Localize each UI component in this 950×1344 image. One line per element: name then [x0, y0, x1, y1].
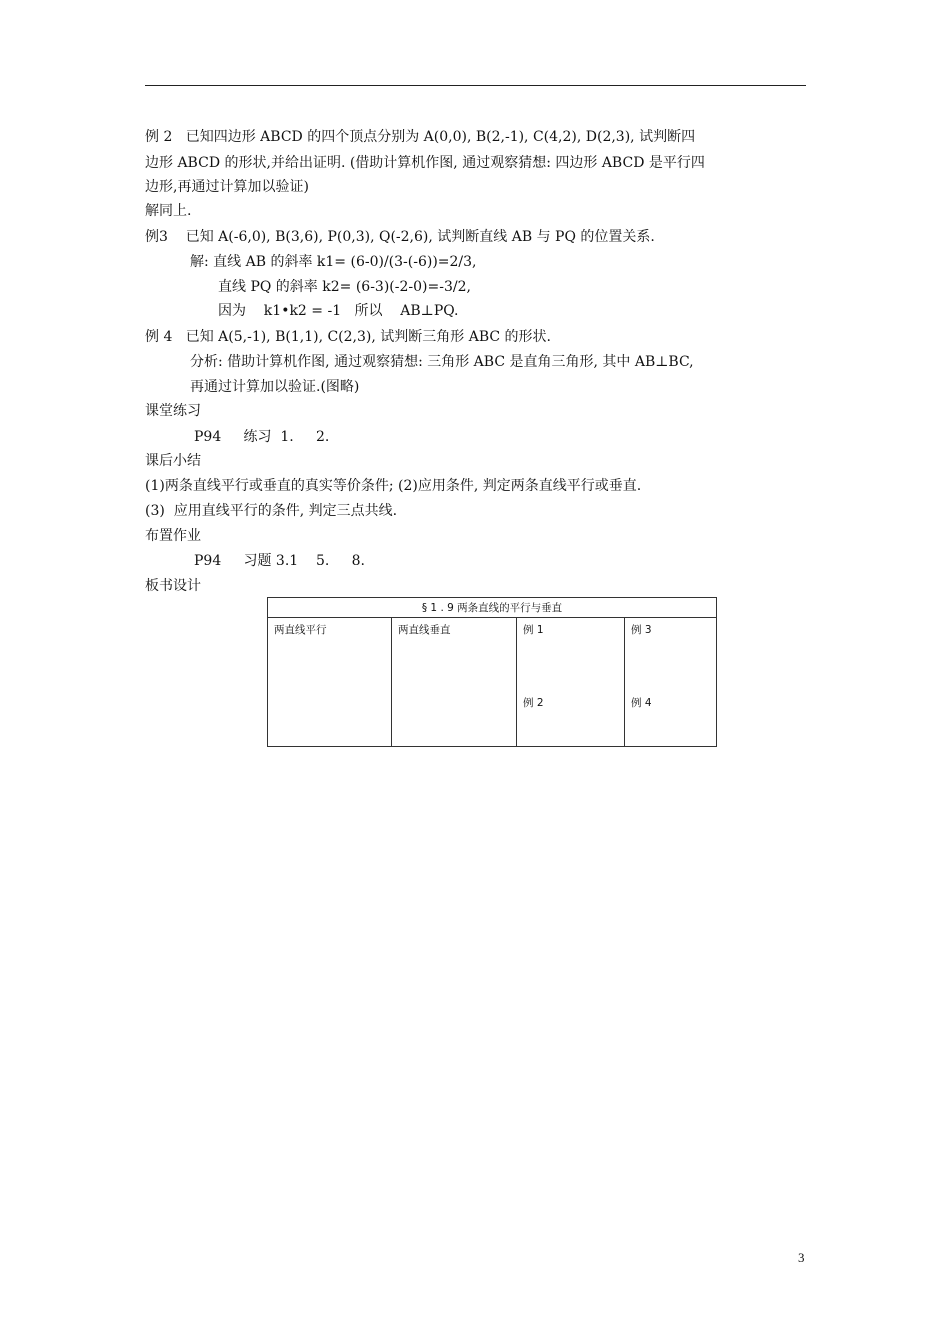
example-2-line-1: 例 2 已知四边形 ABCD 的四个顶点分别为 A(0,0), B(2,-1), C(4,2), D(2,3), 试判断四 — [145, 129, 696, 145]
board-example-4: 例 4 — [631, 697, 652, 709]
heading-homework: 布置作业 — [145, 528, 201, 544]
example-3-question: 例3 已知 A(-6,0), B(3,6), P(0,3), Q(-2,6), 试判断直线 AB 与 PQ 的位置关系. — [145, 229, 655, 245]
header-rule — [145, 85, 806, 86]
class-practice-items: P94 练习 1. 2. — [194, 429, 330, 445]
board-title: § 1 . 9 两条直线的平行与垂直 — [268, 598, 717, 618]
summary-item-1: (1)两条直线平行或垂直的真实等价条件; (2)应用条件, 判定两条直线平行或垂直. — [145, 478, 642, 494]
board-design-table — [267, 597, 717, 747]
heading-class-practice: 课堂练习 — [145, 403, 201, 419]
summary-item-2: (3) 应用直线平行的条件, 判定三点共线. — [145, 503, 398, 519]
page-number: 3 — [798, 1250, 805, 1265]
example-4-analysis-1: 分析: 借助计算机作图, 通过观察猜想: 三角形 ABC 是直角三角形, 其中 AB⊥BC, — [190, 354, 694, 370]
example-4-analysis-2: 再通过计算加以验证.(图略) — [190, 379, 360, 395]
board-example-1: 例 1 — [523, 624, 544, 636]
example-2-line-2: 边形 ABCD 的形状,并给出证明. (借助计算机作图, 通过观察猜想: 四边形 ABCD 是平行四 — [145, 155, 705, 171]
example-3-solution-1: 解: 直线 AB 的斜率 k1= (6-0)/(3-(-6))=2/3, — [190, 254, 477, 270]
board-cell-examples-1-2 — [517, 618, 625, 747]
solution-same: 解同上. — [145, 203, 192, 219]
heading-summary: 课后小结 — [145, 453, 201, 469]
homework-items: P94 习题 3.1 5. 8. — [194, 553, 365, 569]
board-example-2: 例 2 — [523, 697, 544, 709]
board-cell-parallel — [268, 618, 392, 747]
example-4-question: 例 4 已知 A(5,-1), B(1,1), C(2,3), 试判断三角形 ABC 的形状. — [145, 329, 551, 345]
example-3-solution-2: 直线 PQ 的斜率 k2= (6-3)(-2-0)=-3/2, — [218, 279, 471, 295]
board-cell-examples-3-4 — [625, 618, 717, 747]
heading-board-design: 板书设计 — [145, 578, 201, 594]
board-col-perpendicular-label: 两直线垂直 — [398, 624, 451, 636]
board-cell-perpendicular — [392, 618, 517, 747]
board-example-3: 例 3 — [631, 624, 652, 636]
board-col-parallel-label: 两直线平行 — [274, 624, 327, 636]
example-2-line-3: 边形,再通过计算加以验证) — [145, 179, 309, 195]
example-3-solution-3: 因为 k1•k2 = -1 所以 AB⊥PQ. — [218, 303, 459, 319]
